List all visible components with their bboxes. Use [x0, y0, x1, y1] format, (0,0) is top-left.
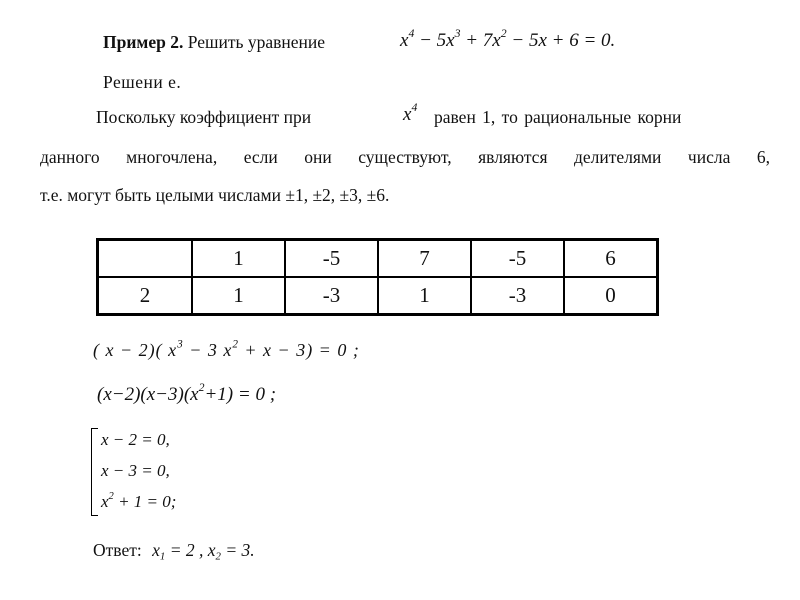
- system-eq-2: x − 3 = 0,: [101, 461, 170, 480]
- answer-x1: $x_1 = 2$ ,: [152, 540, 204, 563]
- answer-x2: $x_2 = 3$.: [207, 540, 255, 563]
- paragraph-line1-x: $x^4$: [403, 101, 418, 125]
- system-eq-3: $x^2 + 1 = 0$;: [101, 491, 177, 511]
- paragraph-line2: данного многочлена, если они существуют, являются делителями числа 6,: [40, 147, 770, 167]
- example-equation: $x^4 - 5x^3 + 7x^2 - 5x + 6 = 0$.: [400, 27, 616, 51]
- example-heading: [103, 32, 325, 53]
- table-cell: 1: [192, 277, 285, 315]
- table-cell: -3: [471, 277, 564, 315]
- answer-label: Ответ:: [93, 540, 142, 560]
- table-cell: 0: [564, 277, 658, 315]
- table-cell: -5: [471, 240, 564, 278]
- paragraph-line3: т.е. могут быть целыми числами ±1, ±2, ±3, ±6.: [40, 185, 390, 205]
- paragraph-line1-a: Поскольку коэффициент при: [96, 107, 312, 127]
- table-cell: 7: [378, 240, 471, 278]
- table-cell: -5: [285, 240, 378, 278]
- table-cell: 1: [192, 240, 285, 278]
- example-task: Решить уравнение: [187, 32, 326, 52]
- synthetic-division-table: [96, 238, 659, 316]
- table-row: [98, 277, 658, 315]
- paragraph-line1-b: равен 1, то рациональные корни: [434, 107, 682, 127]
- example-label: Пример 2.: [103, 32, 184, 52]
- answer-line: [93, 540, 255, 561]
- system-eq-1: x − 2 = 0,: [101, 430, 170, 449]
- system-bracket: [91, 428, 98, 516]
- table-row: [98, 240, 658, 278]
- table-cell: 1: [378, 277, 471, 315]
- table-cell: -3: [285, 277, 378, 315]
- table-cell: 2: [98, 277, 193, 315]
- table-cell: 6: [564, 240, 658, 278]
- table-cell: [98, 240, 193, 278]
- solution-label: Решени е.: [103, 72, 182, 92]
- factorization-1: ( x − 2)( $x^3 - 3$ $x^2 + x - 3) = 0$ ;: [93, 338, 360, 360]
- factorization-2: $(x-2)(x-3)(x^2+1) = 0$ ;: [97, 381, 277, 405]
